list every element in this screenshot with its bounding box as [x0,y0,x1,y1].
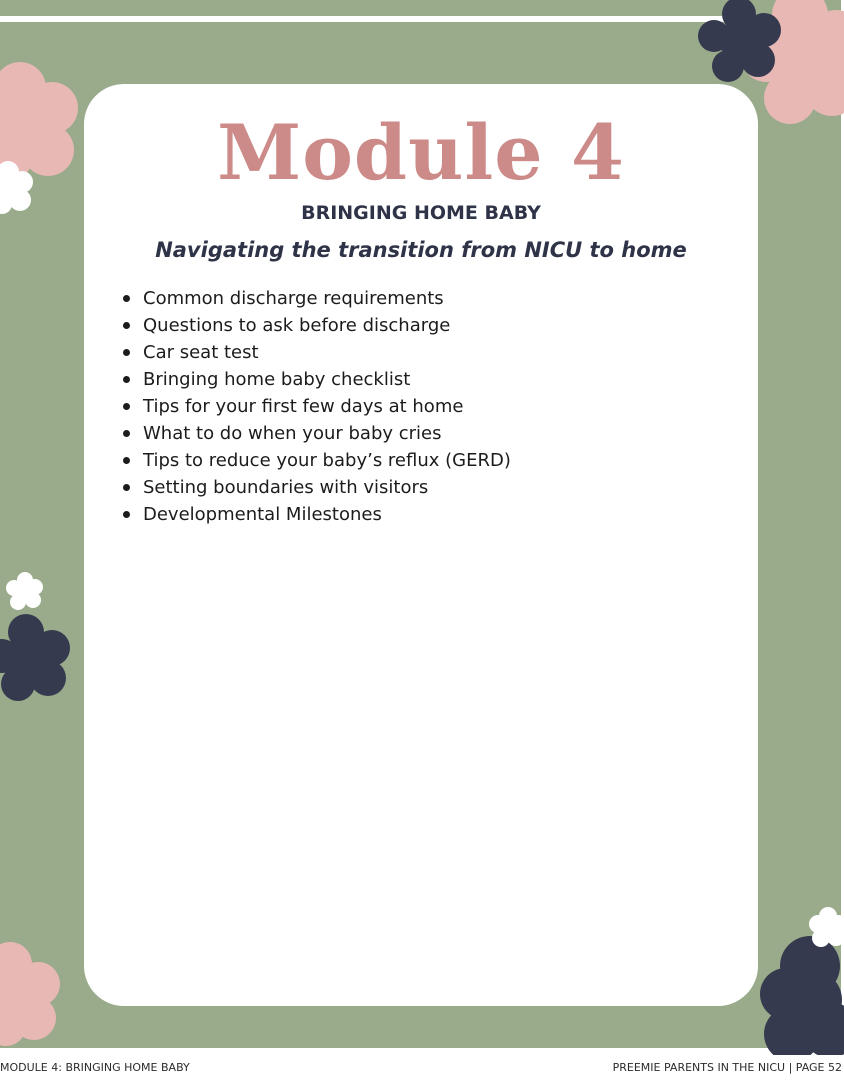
white-flower-left-middle-decoration [4,570,46,612]
topic-list [143,285,511,528]
topic-item: Developmental Milestones [143,501,511,528]
white-flower-bottom-right-decoration [808,906,844,950]
topic-item: Tips to reduce your baby’s reflux (GERD) [143,447,511,474]
topic-item: Questions to ask before discharge [143,312,511,339]
topic-item: Tips for your first few days at home [143,393,511,420]
module-tagline: Navigating the transition from NICU to home [155,238,687,262]
topic-item: Setting boundaries with visitors [143,474,511,501]
topic-item: Bringing home baby checklist [143,366,511,393]
pink-flower-bottom-left-decoration [0,938,66,1048]
navy-flower-left-middle-decoration [0,612,74,704]
footer-page-label: PREEMIE PARENTS IN THE NICU | PAGE 52 [612,1061,842,1074]
topic-item: Car seat test [143,339,511,366]
module-subtitle: BRINGING HOME BABY [301,202,541,224]
module-title: Module 4 [217,108,625,197]
footer-module-label: MODULE 4: BRINGING HOME BABY [0,1061,190,1074]
white-flower-left-top-decoration [0,158,36,218]
topic-item: Common discharge requirements [143,285,511,312]
navy-flower-top-right-decoration [694,0,784,86]
topic-item: What to do when your baby cries [143,420,511,447]
